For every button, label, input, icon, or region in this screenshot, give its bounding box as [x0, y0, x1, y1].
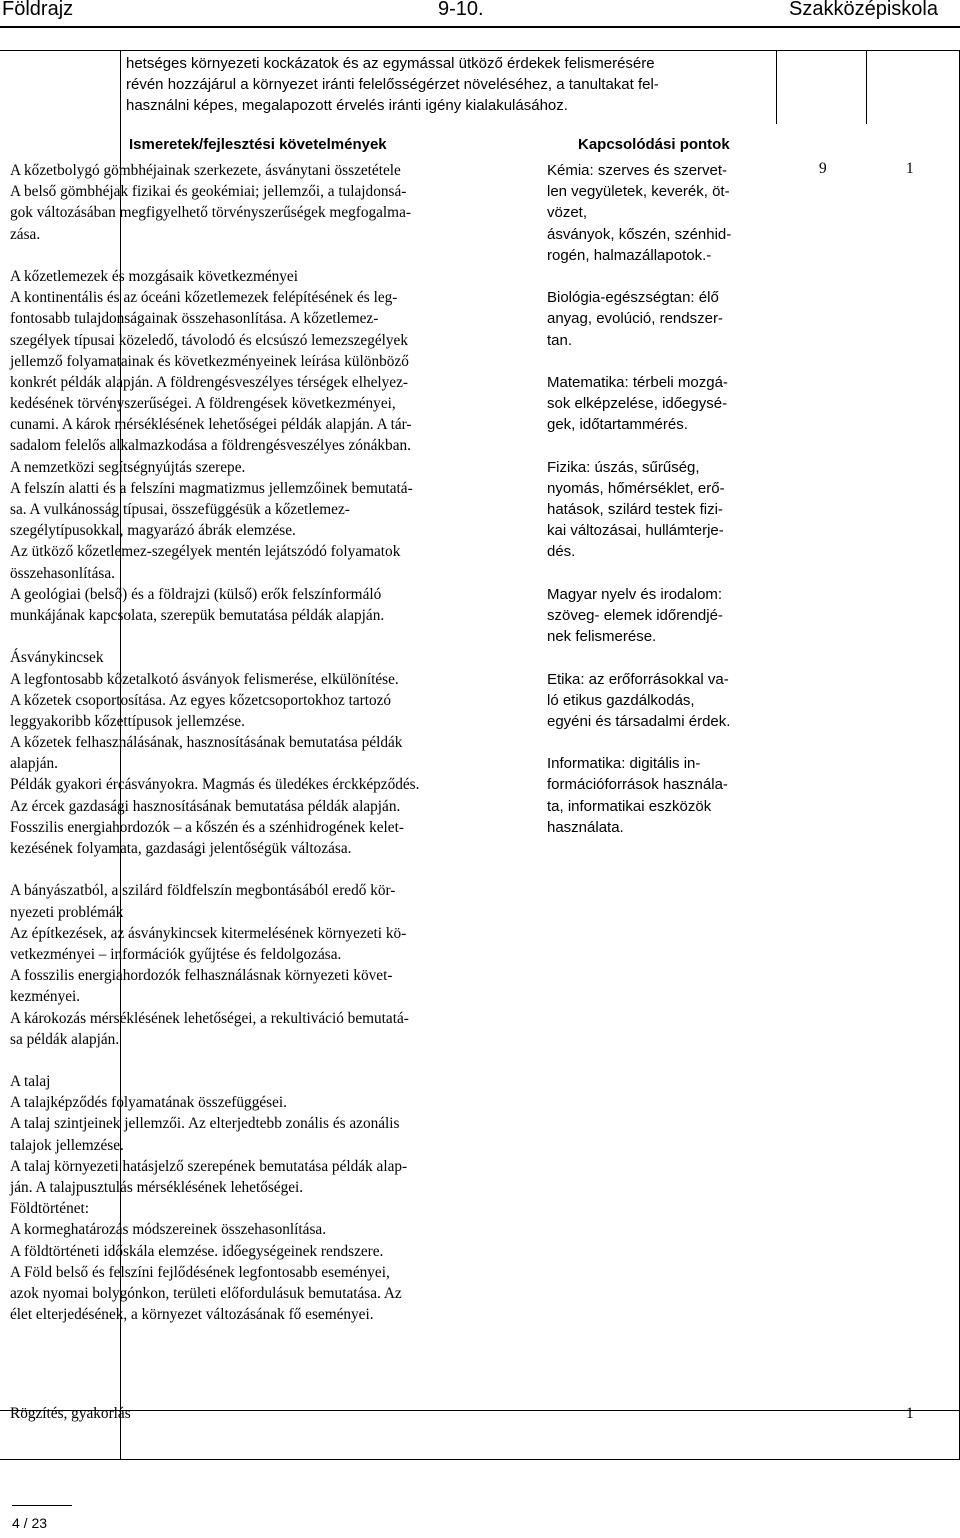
text-line: Matematika: térbeli mozgá-: [547, 373, 728, 391]
text-line: sa példák alapján.: [10, 1030, 120, 1048]
text-line: A talaj környezeti hatásjelző szerepének bemutatása példák alap-: [10, 1157, 408, 1175]
text-line: kezményei.: [10, 988, 81, 1006]
text-line: A nemzetközi segítségnyújtás szerepe.: [10, 458, 246, 476]
table-divider-2: [866, 50, 867, 124]
text-line: zása.: [10, 225, 41, 243]
practice-hours: 1: [906, 1405, 914, 1422]
requirements-text: [10, 160, 419, 1325]
text-line: ásványok, kőszén, szénhid-: [547, 225, 732, 243]
header-school-type: Szakközépiskola: [789, 0, 938, 20]
text-line: anyag, evolúció, rendszer-: [547, 310, 723, 328]
paragraph-gap: [10, 245, 419, 266]
text-line: alapján.: [10, 755, 58, 773]
text-line: sa. A vulkánosság típusai, összefüggésük a kőzetlemez-: [10, 501, 350, 518]
text-line: A fosszilis energiahordozók felhasználásnak környezeti követ-: [10, 967, 393, 985]
text-line: Etika: az erőforrásokkal va-: [547, 670, 729, 688]
text-line: sadalom felelős alkalmazkodása a földrengésveszélyes zónákban.: [10, 437, 411, 455]
text-line: tan.: [547, 331, 573, 349]
right-column-heading: Kapcsolódási pontok: [578, 136, 730, 153]
text-line: szegélyek típusai közeledő, távolodó és elcsúszó lemezszegélyek: [10, 331, 408, 349]
header-subject: Földrajz: [2, 0, 74, 20]
text-line: Földtörténet:: [10, 1200, 90, 1218]
text-line: szegélytípusokkal, magyarázó ábrák elemzése.: [10, 522, 296, 540]
text-line: vetkezményei – információk gyűjtése és feldolgozása.: [10, 945, 342, 963]
paragraph-gap: [547, 435, 731, 456]
text-line: rogén, halmazállapotok.-: [547, 246, 712, 264]
intro-line: hetséges környezeti kockázatok és az egymással ütköző érdekek felismerésére: [126, 55, 655, 72]
text-line: élet elterjedésének, a környezet változásának fő eseményei.: [10, 1306, 374, 1324]
text-line: len vegyületek, keverék, öt-: [547, 183, 730, 201]
text-line: A földtörténeti időskála elemzése. időegységeinek rendszere.: [10, 1242, 384, 1260]
text-line: vözet,: [547, 204, 588, 222]
text-line: talajok jellemzése.: [10, 1136, 124, 1154]
paragraph-gap: [547, 647, 731, 668]
text-line: sok elképzelése, időegysé-: [547, 395, 728, 413]
page-number: 4 / 23: [12, 1515, 48, 1531]
header-grade: 9-10.: [438, 0, 484, 20]
text-line: A belső gömbhéjak fizikai és geokémiai; jellemzői, a tulajdonsá-: [10, 183, 407, 201]
table-rule-practice: [0, 1410, 960, 1411]
text-line: A károkozás mérséklésének lehetőségei, a rekultiváció bemutatá-: [10, 1009, 409, 1027]
table-divider-1: [776, 50, 777, 124]
hours-main-extra: 1: [906, 160, 914, 177]
paragraph-gap: [547, 563, 731, 584]
text-line: gok változásában megfigyelhető törvényszerűségek megfogalma-: [10, 204, 411, 222]
hours-main: 9: [819, 160, 827, 177]
text-line: A kőzetek csoportosítása. Az egyes kőzetcsoportokhoz tartozó: [10, 691, 392, 709]
text-line: ján. A talajpusztulás mérséklésének lehetőségei.: [10, 1179, 304, 1196]
text-line: formációforrások használa-: [547, 776, 728, 794]
table-top-rule: [0, 50, 960, 51]
text-line: cunami. A károk mérséklésének lehetőségei példák alapján. A tár-: [10, 416, 412, 434]
intro-line: használni képes, megalapozott érvelés iránti igény kialakulásához.: [126, 97, 568, 115]
paragraph-gap: [10, 1050, 419, 1071]
text-line: A Föld belső és felszíni fejlődésének legfontosabb eseményei,: [10, 1263, 390, 1281]
text-line: egyéni és társadalmi érdek.: [547, 712, 731, 730]
text-line: ló etikus gazdálkodás,: [547, 691, 695, 709]
text-line: nyomás, hőmérséklet, erő-: [547, 479, 725, 497]
text-line: dés.: [547, 543, 576, 561]
connections-text: [547, 160, 731, 838]
text-line: A geológiai (belső) és a földrajzi (külső) erők felszínformáló: [10, 585, 382, 603]
text-line: A kormeghatározás módszereinek összehasonlítása.: [10, 1221, 327, 1239]
text-line: Példák gyakori ércásványokra. Magmás és üledékes érckképződés.: [10, 776, 420, 794]
text-line: konkrét példák alapján. A földrengésveszélyes térségek elhelyez-: [10, 373, 408, 391]
text-line: A kontinentális és az óceáni kőzetlemezek felépítésének és leg-: [10, 289, 398, 307]
text-line: A talajképződés folyamatának összefüggései.: [10, 1094, 287, 1112]
text-line: leggyakoribb kőzettípusok jellemzése.: [10, 712, 245, 730]
text-line: Biológia-egészségtan: élő: [547, 289, 719, 307]
text-line: Informatika: digitális in-: [547, 755, 701, 773]
paragraph-gap: [10, 626, 419, 647]
intro-text: [126, 53, 659, 117]
text-line: azok nyomai bolygónkon, területi előfordulásuk bemutatása. Az: [10, 1284, 402, 1302]
text-line: Az ércek gazdasági hasznosításának bemutatása példák alapján.: [10, 797, 401, 815]
text-line: összehasonlítása.: [10, 564, 115, 582]
paragraph-gap: [547, 266, 731, 287]
text-line: ta, informatikai eszközök: [547, 797, 712, 815]
text-line: kezésének folyamata, gazdasági jelentőségük változása.: [10, 840, 352, 857]
text-line: szöveg- elemek időrendjé-: [547, 606, 723, 624]
text-line: jellemző folyamatainak és következményeinek leírása különböző: [10, 352, 409, 370]
text-line: kedésének törvényszerűségei. A földrengések következményei,: [10, 395, 396, 413]
left-column-heading: Ismeretek/fejlesztési követelmények: [129, 136, 387, 153]
text-line: A bányászatból, a szilárd földfelszín megbontásából eredő kör-: [10, 882, 396, 900]
table-bottom-rule: [0, 1459, 960, 1460]
header-rule: [0, 26, 960, 28]
text-line: Az építkezések, az ásványkincsek kitermelésének környezeti kö-: [10, 924, 407, 942]
text-line: Magyar nyelv és irodalom:: [547, 585, 723, 603]
text-line: nyezeti problémák: [10, 903, 124, 921]
text-line: nek felismerése.: [547, 628, 657, 646]
text-line: munkájának kapcsolata, szerepük bemutatása példák alapján.: [10, 606, 385, 624]
practice-label: Rögzítés, gyakorlás: [10, 1405, 131, 1422]
text-line: gek, időtartammérés.: [547, 416, 688, 434]
text-line: kai változásai, hullámterje-: [547, 522, 724, 540]
text-line: Kémia: szerves és szervet-: [547, 162, 728, 179]
text-line: A legfontosabb kőzetalkotó ásványok felismerése, elkülönítése.: [10, 670, 399, 688]
text-line: Az ütköző kőzetlemez-szegélyek mentén lejátszódó folyamatok: [10, 543, 401, 561]
text-line: A talaj szintjeinek jellemzői. Az elterjedtebb zonális és azonális: [10, 1115, 400, 1133]
text-line: Ásványkincsek: [10, 649, 104, 667]
text-line: A kőzetbolygó gömbhéjainak szerkezete, ásványtani összetétele: [10, 162, 401, 179]
text-line: A kőzetlemezek és mozgásaik következményei: [10, 267, 298, 285]
paragraph-gap: [10, 859, 419, 880]
footer-rule: [12, 1505, 72, 1506]
text-line: hatások, szilárd testek fizi-: [547, 501, 723, 518]
text-line: A felszín alatti és a felszíni magmatizmus jellemzőinek bemutatá-: [10, 479, 413, 497]
paragraph-gap: [547, 351, 731, 372]
text-line: Fosszilis energiahordozók – a kőszén és a szénhidrogének kelet-: [10, 818, 404, 836]
text-line: A talaj: [10, 1073, 51, 1091]
paragraph-gap: [547, 732, 731, 753]
text-line: használata.: [547, 818, 624, 836]
text-line: A kőzetek felhasználásának, hasznosításának bemutatása példák: [10, 734, 403, 752]
intro-line: révén hozzájárul a környezet iránti felelősségérzet növeléséhez, a tanultakat fel-: [126, 76, 659, 94]
text-line: Fizika: úszás, sűrűség,: [547, 458, 700, 476]
text-line: fontosabb tulajdonságainak összehasonlítása. A kőzetlemez-: [10, 310, 379, 328]
page-header: [0, 0, 960, 28]
